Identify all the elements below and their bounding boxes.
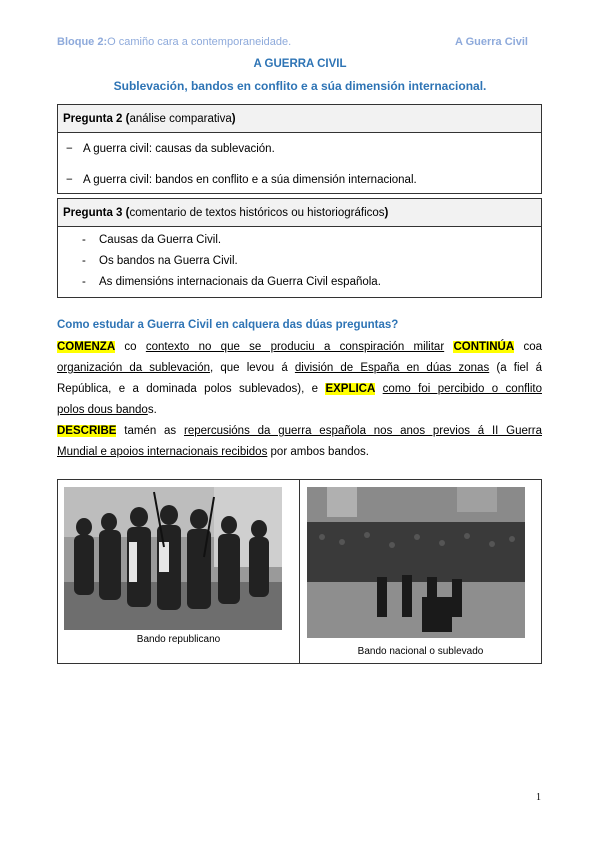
- page-title: A GUERRA CIVIL: [253, 58, 347, 70]
- bloque-label: Bloque 2:: [57, 36, 108, 48]
- pregunta-2-type: análise comparativa: [129, 113, 232, 125]
- running-header-left: [57, 36, 291, 48]
- study-line-1: [57, 337, 542, 358]
- underlined-run: contexto no que se produciu a conspiración militar: [145, 341, 445, 353]
- study-paragraph: [57, 337, 542, 463]
- underlined-run: repercusións da guerra española nos anos previos á II Guerra: [183, 425, 542, 437]
- list-item-text: A guerra civil: bandos en conflito e a súa dimensión internacional.: [83, 174, 417, 186]
- text-run: tamén as: [124, 425, 177, 437]
- list-item: [66, 143, 526, 155]
- image-cell-nacional: [300, 480, 541, 663]
- underlined-run: polos dous bando: [57, 404, 148, 416]
- dash-bullet: -: [82, 276, 86, 288]
- photo-republicano: [64, 487, 282, 630]
- list-item: [82, 255, 522, 267]
- text-run: s.: [147, 404, 157, 416]
- dash-bullet: -: [82, 234, 86, 246]
- dash-bullet: -: [82, 255, 86, 267]
- photo-nacional-drawing: [307, 487, 525, 638]
- pregunta-2-header: [58, 105, 541, 133]
- images-table: [57, 479, 542, 664]
- underlined-run: como foi percibido o conflito: [382, 383, 542, 395]
- study-line-3: [57, 379, 542, 400]
- pregunta-3-header: [58, 199, 541, 227]
- list-item-text: Causas da Guerra Civil.: [99, 234, 222, 246]
- study-line-2: [57, 358, 542, 379]
- running-header-right: A Guerra Civil: [455, 36, 528, 48]
- list-item-text: Os bandos na Guerra Civil.: [99, 255, 238, 267]
- pregunta-3-body: [58, 227, 541, 297]
- text-run: , que levou á: [210, 362, 288, 374]
- text-run: por ambos bandos.: [267, 446, 369, 458]
- paren-close: ): [384, 207, 389, 219]
- paren-open: (: [125, 207, 130, 219]
- describe-highlight: DESCRIBE: [57, 425, 117, 437]
- dash-bullet: −: [66, 143, 73, 155]
- explica-highlight: EXPLICA: [325, 383, 376, 395]
- study-line-5: [57, 421, 542, 442]
- pregunta-3-label: Pregunta 3: [63, 207, 123, 219]
- pregunta-2-body: [58, 133, 541, 193]
- study-line-6: [57, 442, 542, 463]
- caption-nacional: Bando nacional o sublevado: [357, 646, 484, 657]
- underlined-run: organización da sublevación: [57, 362, 211, 374]
- list-item: [66, 174, 526, 186]
- study-line-4: [57, 400, 542, 421]
- pregunta-3-type: comentario de textos históricos ou historiográficos: [129, 207, 385, 219]
- text-run: República, e a dominada polos sublevados), e: [57, 383, 319, 395]
- pregunta-2-box: [57, 104, 542, 194]
- list-item: [82, 234, 522, 246]
- paren-close: ): [231, 113, 236, 125]
- bloque-title: O camiño cara a contemporaneidade.: [107, 36, 292, 48]
- underlined-run: Mundial e apoios internacionais recibidos: [57, 446, 268, 458]
- photo-republicano-drawing: [64, 487, 282, 630]
- list-item: [82, 276, 522, 288]
- page-number: 1: [536, 792, 541, 803]
- underlined-run: división de España en dúas zonas: [294, 362, 490, 374]
- continua-highlight: CONTINÚA: [453, 341, 515, 353]
- image-cell-republicano: [58, 480, 300, 663]
- caption-republicano: Bando republicano: [136, 634, 221, 645]
- photo-nacional: [307, 487, 525, 638]
- list-item-text: As dimensións internacionais da Guerra Civil española.: [99, 276, 381, 288]
- pregunta-3-box: [57, 198, 542, 298]
- list-item-text: A guerra civil: causas da sublevación.: [83, 143, 275, 155]
- study-heading: Como estudar a Guerra Civil en calquera das dúas preguntas?: [57, 319, 399, 331]
- comenza-highlight: COMENZA: [57, 341, 116, 353]
- dash-bullet: −: [66, 174, 73, 186]
- page-subtitle: Sublevación, bandos en conflito e a súa dimensión internacional.: [113, 79, 487, 93]
- text-run: co: [124, 341, 137, 353]
- paren-open: (: [125, 113, 130, 125]
- text-run: (a fiel á: [496, 362, 542, 374]
- pregunta-2-label: Pregunta 2: [63, 113, 123, 125]
- text-run: coa: [523, 341, 542, 353]
